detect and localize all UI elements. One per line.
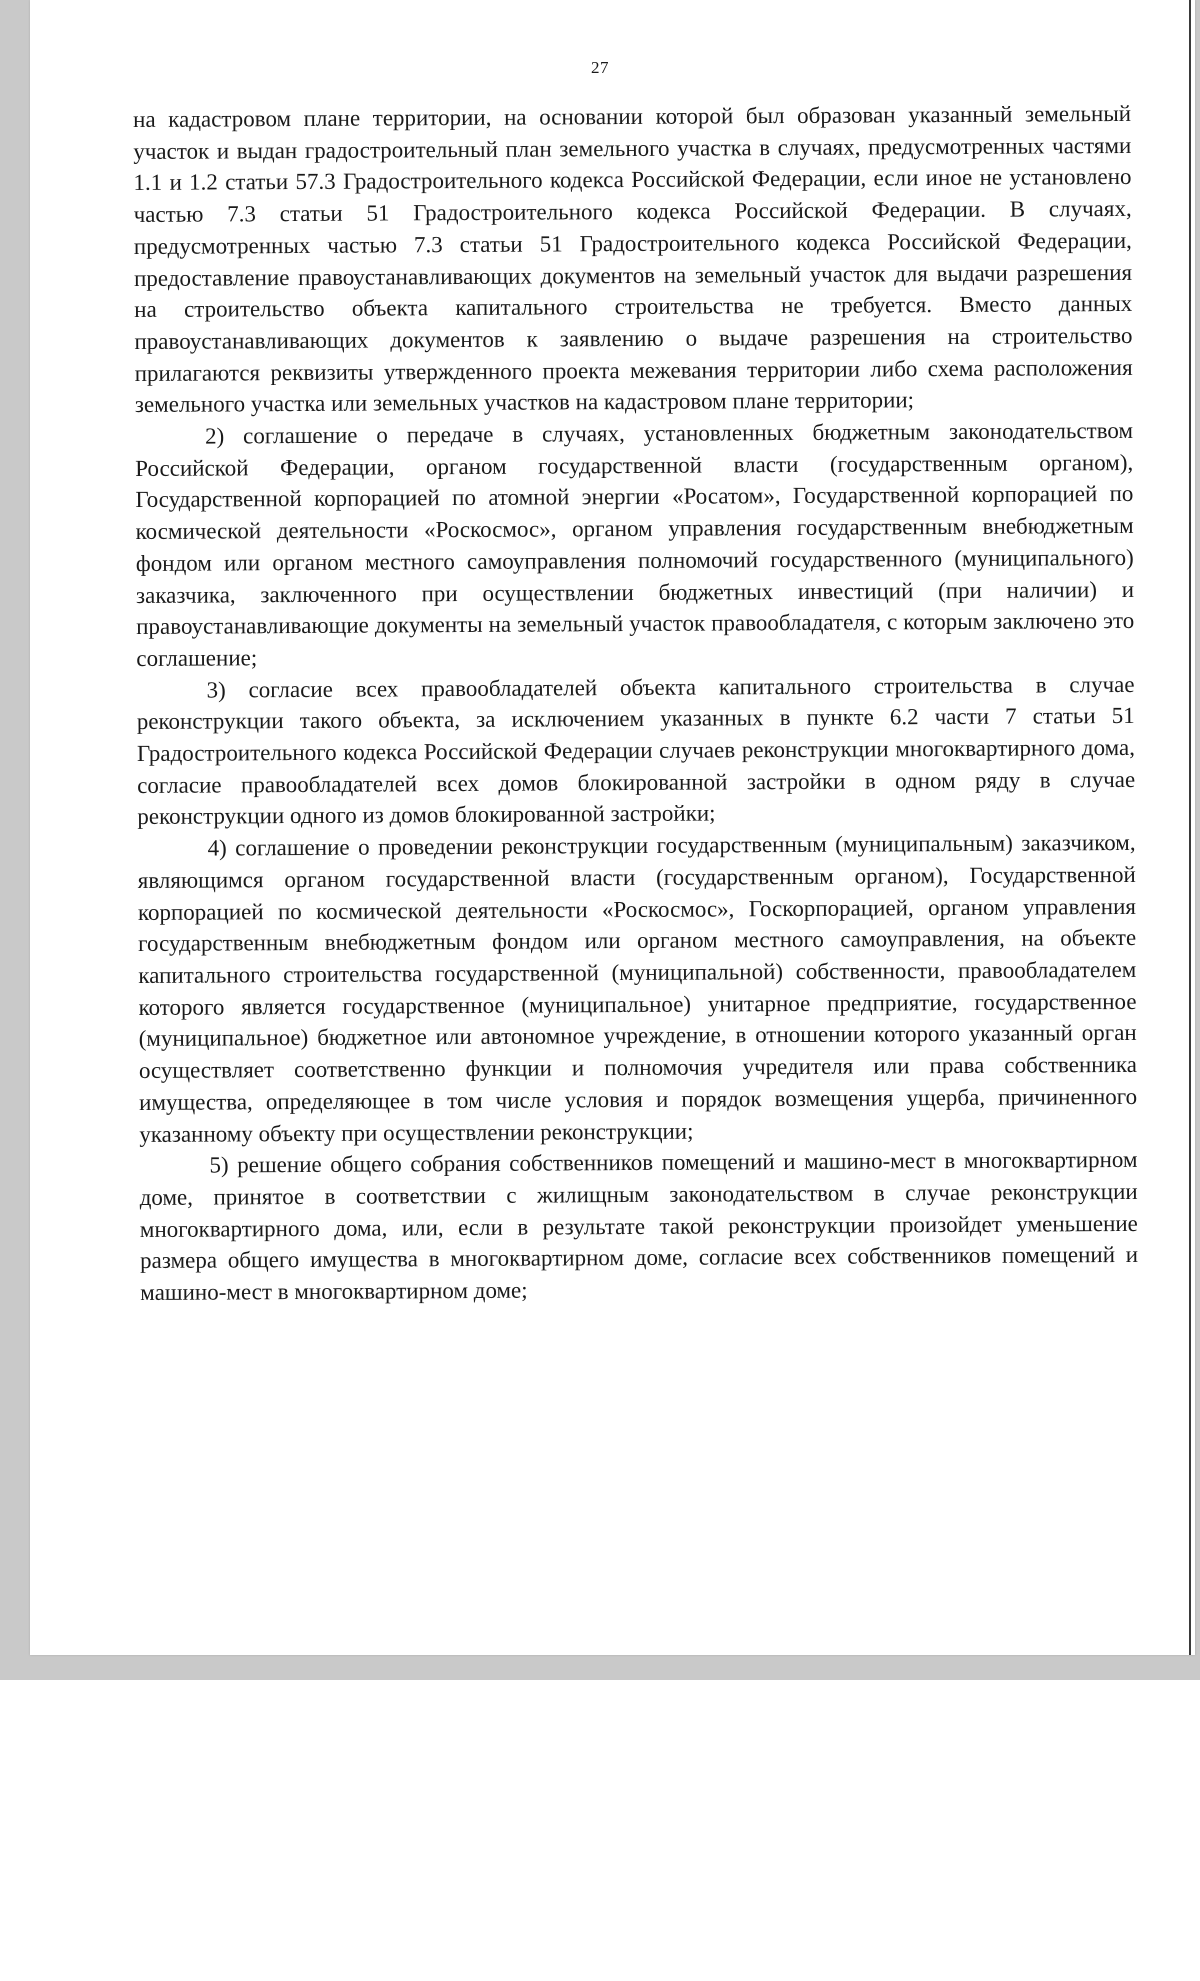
paragraph-item-5: 5) решение общего собрания собственников помещений и машино-мест в многоквартирном доме, принятое в соответствии с жилищным законодательством в случае реконструкции многоквартирного дома, или, если в результате такой реконструкции произойдет уменьшение размера общего имущества в многоквартирном доме, согласие всех собственников помещений и машино-мест в многоквартирном доме;	[139, 1147, 1139, 1305]
paragraph-item-4: 4) соглашение о проведении реконструкции государственным (муниципальным) заказчиком, являющимся органом государственной власти (государственным органом), Государственной корпорацией по космической деятельности «Роскосмос», Госкорпорацией, органом управления государственным внебюджетным фондом или органом местного самоуправления, на объекте капитального строительства государственной (муниципальной) собственности, правообладателем которого является государственное (муниципальное) унитарное предприятие, государственное (муниципальное) бюджетное или автономное учреждение, в отношении которого указанный орган осуществляет соответственно функции и полномочия учредителя или права собственника имущества, определяющее в том числе условия и порядок возмещения ущерба, причиненного указанному объекту при осуществлении реконструкции;	[137, 830, 1138, 1147]
page-number: 27	[591, 58, 609, 77]
paragraph-item-3: 3) согласие всех правообладателей объекта капитального строительства в случае реконструкции такого объекта, за исключением указанных в пункте 6.2 части 7 статьи 51 Градостроительного кодекса Российской Федерации случаев реконструкции многоквартирного дома, согласие правообладателей всех домов блокированной застройки в одном ряду в случае реконструкции одного из домов блокированной застройки;	[136, 671, 1136, 830]
paragraph-continuation: на кадастровом плане территории, на основании которой был образован указанный земельный участок и выдан градостроительный план земельного участка в случаях, предусмотренных частями 1.1 и 1.2 статьи 57.3 Градостроительного кодекса Российской Федерации, если иное не установлено частью 7.3 статьи 51 Градостроительного кодекса Российской Федерации. В случаях, предусмотренных частью 7.3 статьи 51 Градостроительного кодекса Российской Федерации, предоставление правоустанавливающих документов на земельный участок для выдачи разрешения на строительство объекта капитального строительства не требуется. Вместо данных правоустанавливающих документов к заявлению о выдаче разрешения на строительство прилагаются реквизиты утвержденного проекта межевания территории либо схема расположения земельного участка или земельных участков на кадастровом плане территории;	[133, 100, 1133, 418]
page-edge-shadow	[1189, 0, 1191, 1655]
document-body	[133, 98, 1138, 1309]
paragraph-item-2: 2) соглашение о передаче в случаях, установленных бюджетным законодательством Российской Федерации, органом государственной власти (государственным органом), Государственной корпорацией по атомной энергии «Росатом», Государственной корпорацией по космической деятельности «Роскосмос», органом управления государственным внебюджетным фондом или органом местного самоуправления полномочий государственного (муниципального) заказчика, заключенного при осуществлении бюджетных инвестиций (при наличии) и правоустанавливающие документы на земельный участок правообладателя, с которым заключено это соглашение;	[135, 417, 1135, 671]
